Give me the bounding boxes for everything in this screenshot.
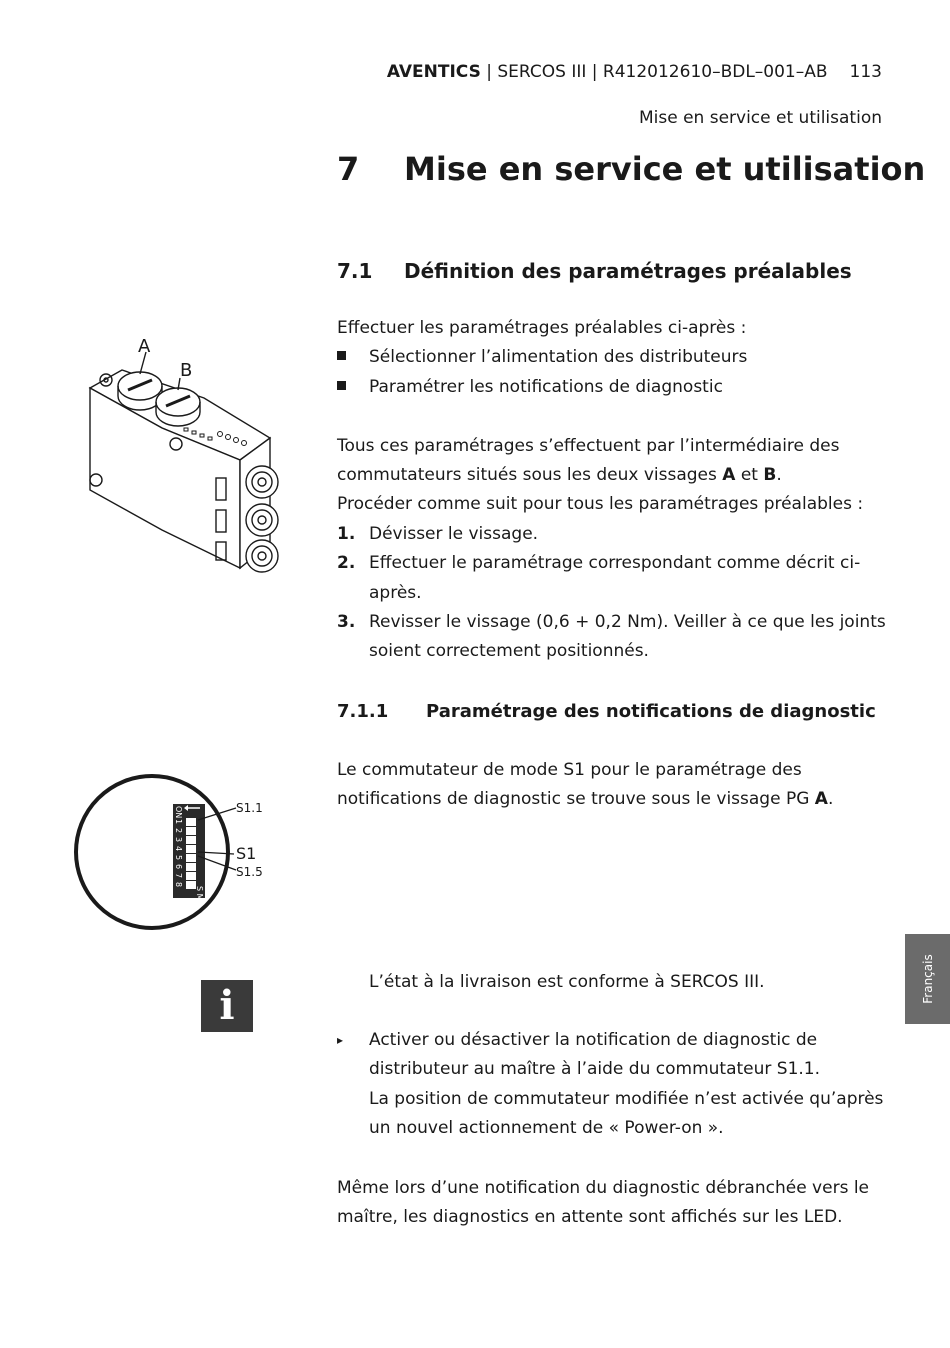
label-s1-1: S1.1 — [236, 801, 263, 815]
info-note: L’état à la livraison est conforme à SERCOS III. — [369, 972, 765, 992]
intro-paragraph: Effectuer les paramétrages préalables ci-après : — [337, 318, 747, 338]
section-title: Définition des paramétrages préalables — [404, 259, 852, 283]
subsection-number: 7.1.1 — [337, 701, 389, 722]
label-s1-5: S1.5 — [236, 865, 263, 879]
action-block — [337, 1026, 883, 1144]
chapter-heading — [337, 150, 925, 188]
step-number: 3. — [337, 612, 356, 633]
section-7-1-1-intro — [337, 756, 833, 815]
section-heading-7-1 — [337, 259, 852, 283]
closing-paragraph: Même lors d’une notification du diagnostic débranchée vers le maître, les diagnostics en attente sont affichés sur les LED. — [337, 1178, 870, 1228]
bullet-square-icon — [337, 343, 369, 372]
paragraph-line: Le commutateur de mode S1 pour le paramétrage des — [337, 760, 802, 780]
running-section-title: Mise en service et utilisation — [638, 108, 882, 128]
chapter-title: Mise en service et utilisation — [404, 150, 926, 188]
page-number: 113 — [849, 62, 882, 82]
svg-text:1: 1 — [174, 819, 183, 825]
paragraph-line: Tous ces paramétrages s’effectuent par l’intermédiaire des — [337, 435, 840, 456]
step-number: 1. — [337, 523, 356, 544]
paragraph-line: notifications de diagnostic se trouve sous le vissage PG A. — [337, 789, 834, 810]
label-b: B — [180, 360, 193, 381]
step-number: 2. — [337, 553, 356, 574]
switch-figure — [70, 770, 280, 935]
bullet-item: Sélectionner l’alimentation des distributeurs — [337, 343, 886, 372]
svg-text:8: 8 — [174, 882, 183, 888]
paragraph-line: Procéder comme suit pour tous les paramétrages préalables : — [337, 494, 864, 515]
bullet-square-icon — [337, 373, 369, 402]
step-item: 2. Effectuer le paramétrage correspondant comme décrit ci- après. — [337, 549, 886, 608]
section-number: 7.1 — [337, 259, 373, 283]
subsection-title: Paramétrage des notifications de diagnostic — [426, 701, 876, 722]
language-tab: Français — [905, 934, 950, 1024]
label-a: A — [138, 336, 151, 357]
triangle-bullet-icon: ▸ — [337, 1033, 344, 1047]
label-s1: S1 — [236, 844, 257, 863]
svg-text:6: 6 — [174, 864, 183, 870]
side-label: S M — [195, 886, 204, 901]
section-7-1-body — [337, 314, 886, 667]
paragraph-line: commutateurs situés sous les deux vissages A et B. — [337, 465, 782, 486]
device-figure — [80, 330, 300, 590]
chapter-number: 7 — [337, 150, 360, 188]
section-heading-7-1-1 — [337, 701, 876, 722]
svg-text:2: 2 — [174, 828, 183, 834]
step-item: 3. Revisser le vissage (0,6 + 0,2 Nm). Veiller à ce que les joints soient correctement positionnés. — [337, 608, 886, 667]
svg-text:5: 5 — [174, 855, 183, 861]
svg-text:3: 3 — [174, 837, 183, 843]
step-item: 1. Dévisser le vissage. — [337, 520, 886, 549]
info-icon: i — [201, 980, 253, 1032]
bullet-item: Paramétrer les notifications de diagnostic — [337, 373, 886, 402]
svg-text:7: 7 — [174, 873, 183, 879]
running-header — [387, 62, 882, 82]
on-label: ON — [174, 806, 183, 819]
brand-name: AVENTICS — [386, 62, 481, 82]
svg-text:4: 4 — [174, 846, 183, 852]
action-item: ▸ Activer ou désactiver la notification de diagnostic de distributeur au maître à l’aide du commutateur S1.1. La position de commutateur modifiée n’est activée qu’après un nouvel actionnement de « Power-on ». — [337, 1026, 883, 1144]
document-reference: | SERCOS III | R412012610–BDL–001–AB — [480, 62, 828, 82]
